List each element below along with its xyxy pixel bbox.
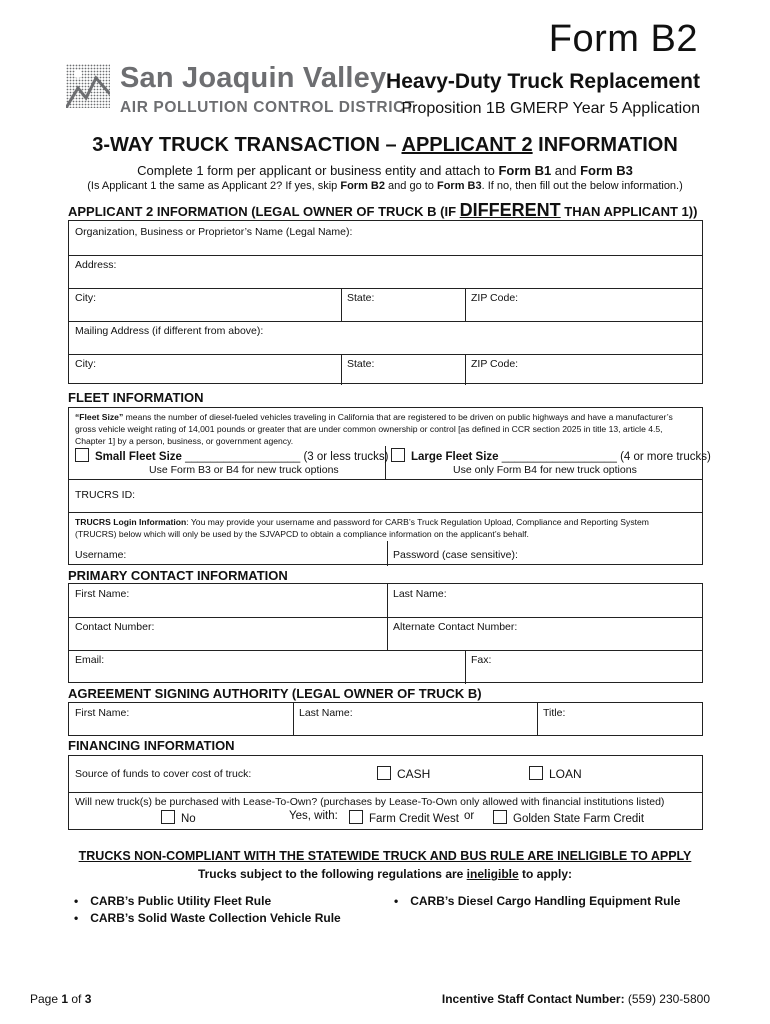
or-label: or [464, 810, 475, 822]
funds-source-label: Source of funds to cover cost of truck: [75, 768, 252, 780]
contact-last-name-field[interactable]: Last Name: [393, 588, 447, 600]
lease-no-option[interactable]: No [161, 810, 196, 825]
signer-title-field[interactable]: Title: [543, 707, 566, 719]
program-subtitle: Proposition 1B GMERP Year 5 Application [401, 100, 700, 117]
intro-line-2: (Is Applicant 1 the same as Applicant 2? If yes, skip Form B2 and go to Form B3. If no, then fill out the below information.) [87, 180, 683, 192]
farm-credit-west-checkbox[interactable] [349, 810, 363, 824]
rule-item: • CARB’s Solid Waste Collection Vehicle Rule [74, 911, 341, 925]
fleet-table [68, 407, 711, 565]
large-fleet-note: Use only Form B4 for new truck options [453, 464, 637, 476]
trucrs-id-field[interactable]: TRUCRS ID: [75, 489, 136, 501]
email-field[interactable]: Email: [75, 654, 105, 666]
mailing-address-field[interactable]: Mailing Address (if different from above): [75, 325, 264, 337]
fleet-heading: FLEET INFORMATION [68, 390, 204, 405]
ineligible-subtitle: Trucks subject to the following regulations are ineligible to apply: [197, 867, 573, 881]
signing-table [68, 702, 703, 736]
mountain-logo-icon [66, 64, 110, 116]
username-field[interactable]: Username: [75, 549, 127, 561]
contact-heading: PRIMARY CONTACT INFORMATION [68, 568, 288, 583]
form-id: Form B2 [548, 18, 698, 60]
farm-credit-west-option[interactable]: Farm Credit West [349, 810, 459, 825]
applicant-heading: APPLICANT 2 INFORMATION (LEGAL OWNER OF TRUCK B (IF DIFFERENT THAN APPLICANT 1)) [68, 200, 698, 220]
fleet-size-definition: “Fleet Size” means the number of diesel-fueled vehicles traveling in California that are registered to be driven on public highways and have a manufacturer’s gross vehicle weight rating of 14,001 pounds or greater that are under common ownership or control [as defined in CCR section 2025 in title 13, article 4.5, Chapter 1] by a person, business, or government agency. [75, 412, 673, 446]
address-field[interactable]: Address: [75, 259, 117, 271]
contact-table [68, 583, 703, 683]
small-fleet-note: Use Form B3 or B4 for new truck options [149, 464, 339, 476]
loan-checkbox[interactable] [529, 766, 543, 780]
small-fleet-checkbox[interactable] [75, 448, 89, 462]
large-fleet-checkbox[interactable] [391, 448, 405, 462]
golden-state-checkbox[interactable] [493, 810, 507, 824]
mailing-city-field[interactable]: City: [75, 358, 96, 370]
mailing-state-field[interactable]: State: [347, 358, 375, 370]
logo-name: San Joaquin Valley [120, 62, 387, 94]
program-title: Heavy-Duty Truck Replacement [386, 70, 700, 93]
golden-state-option[interactable]: Golden State Farm Credit [493, 810, 644, 825]
lease-question: Will new truck(s) be purchased with Lease-To-Own? (purchases by Lease-To-Own only allowed with financial institutions listed) [75, 796, 665, 808]
contact-number-field[interactable]: Contact Number: [75, 621, 155, 633]
intro-line-1: Complete 1 form per applicant or business entity and attach to Form B1 and Form B3 [137, 163, 633, 178]
org-name-field[interactable]: Organization, Business or Proprietor’s Name (Legal Name): [75, 226, 353, 238]
state-field[interactable]: State: [347, 292, 375, 304]
contact-first-name-field[interactable]: First Name: [75, 588, 130, 600]
financing-table [68, 755, 703, 830]
page-number: Page 1 of 3 [30, 992, 92, 1006]
lease-yes-label: Yes, with: [289, 810, 338, 822]
lease-no-checkbox[interactable] [161, 810, 175, 824]
small-fleet-option[interactable]: Small Fleet Size __________________ (3 or less trucks) [75, 448, 388, 463]
signer-last-name-field[interactable]: Last Name: [299, 707, 353, 719]
large-fleet-option[interactable]: Large Fleet Size __________________ (4 or more trucks) [391, 448, 711, 463]
password-field[interactable]: Password (case sensitive): [393, 549, 518, 561]
rule-item: • CARB’s Public Utility Fleet Rule [74, 894, 271, 908]
zip-field[interactable]: ZIP Code: [471, 292, 519, 304]
financing-heading: FINANCING INFORMATION [68, 738, 235, 753]
district-logo [66, 62, 415, 122]
trucrs-login-note: TRUCRS Login Information: You may provide your username and password for CARB’s Truck Regulation Upload, Compliance and Reporting System (TRUCRS) below which will only be used by the SJVAPCD to obtain a compliance information on the applicant’s behalf. [75, 517, 649, 539]
signing-heading: AGREEMENT SIGNING AUTHORITY (LEGAL OWNER OF TRUCK B) [68, 686, 482, 701]
staff-contact: Incentive Staff Contact Number: (559) 230-5800 [441, 992, 710, 1006]
ineligible-title: TRUCKS NON-COMPLIANT WITH THE STATEWIDE TRUCK AND BUS RULE ARE INELIGIBLE TO APPLY [78, 849, 692, 863]
section-title: 3-WAY TRUCK TRANSACTION – APPLICANT 2 INFORMATION [92, 134, 678, 156]
signer-first-name-field[interactable]: First Name: [75, 707, 130, 719]
alternate-number-field[interactable]: Alternate Contact Number: [393, 621, 518, 633]
cash-checkbox[interactable] [377, 766, 391, 780]
rule-item: • CARB’s Diesel Cargo Handling Equipment Rule [394, 894, 680, 908]
logo-subtitle: AIR POLLUTION CONTROL DISTRICT [120, 99, 415, 116]
loan-option[interactable]: LOAN [529, 766, 582, 781]
cash-option[interactable]: CASH [377, 766, 430, 781]
mailing-zip-field[interactable]: ZIP Code: [471, 358, 519, 370]
fax-field[interactable]: Fax: [471, 654, 492, 666]
applicant-table [68, 220, 703, 384]
city-field[interactable]: City: [75, 292, 96, 304]
